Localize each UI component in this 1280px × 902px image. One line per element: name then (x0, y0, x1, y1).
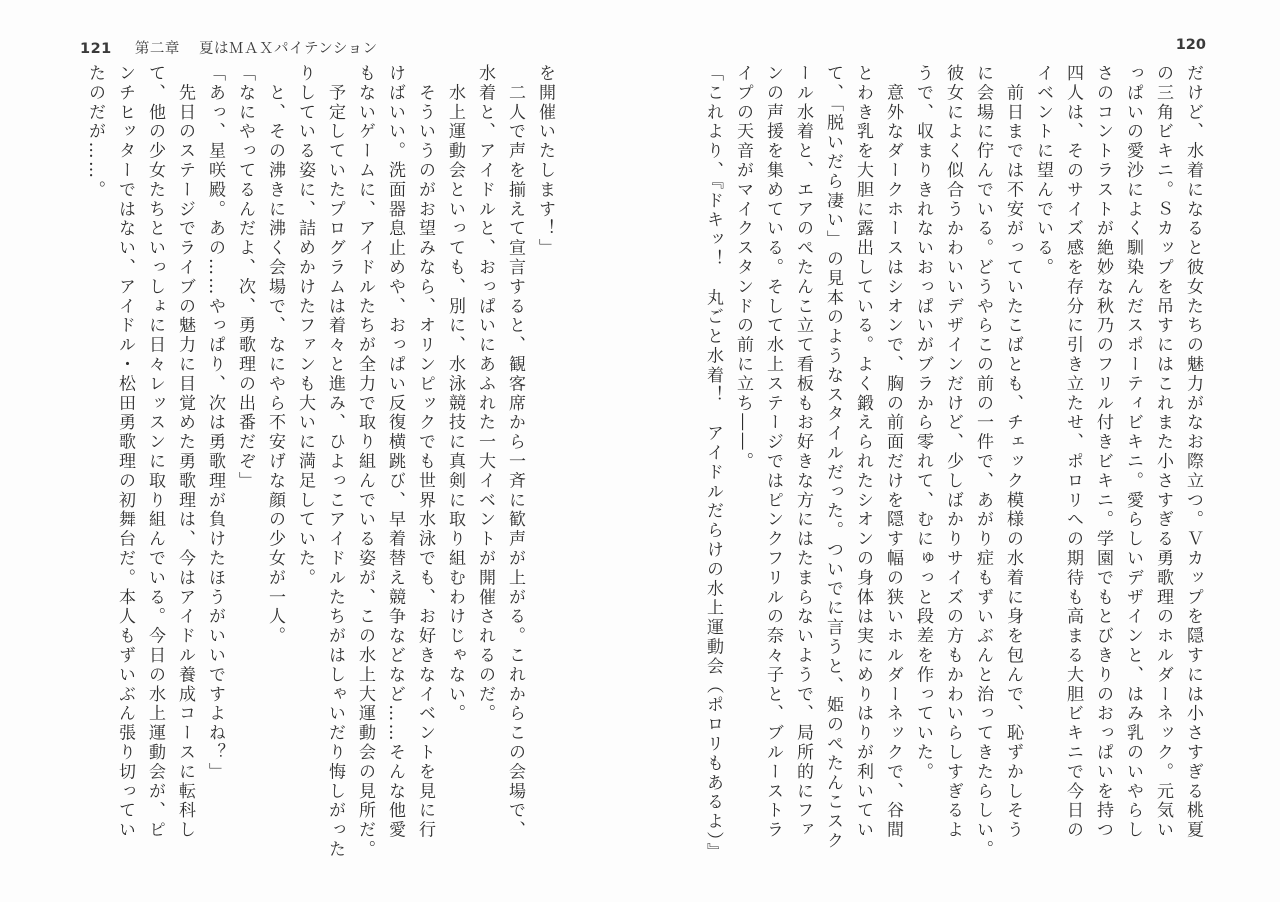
text-column: に会場に佇んでいる。どうやらこの前の一件で、あがり症もずいぶんと治ってきたらしい。 (973, 64, 993, 860)
text-column: て、他の少女たちといっしょに日々レッスンに取り組んでいる。今日の水上運動会が、ピ (145, 64, 165, 840)
text-column: の三角ビキニ。Ｓカップを吊すにはこれまた小さすぎる勇歌理のホルダーネック。元気い (1153, 64, 1173, 840)
text-column: 彼女によく似合うかわいいデザインだけど、少しばかりサイズの方もかわいらしすぎるよ (943, 64, 963, 840)
chapter-label: 第二章 (134, 41, 180, 57)
chapter-title: 夏はＭＡＸパイテンション (199, 41, 378, 57)
text-column: と、その沸きに沸く会場で、なにやら不安げな顔の少女が一人。 (265, 64, 285, 646)
page-number-120: 120 (1175, 37, 1206, 53)
text-column: ール水着と、エアのぺたんこ立て看板もお好きな方にはたまらないようで、局所的にファ (793, 64, 813, 840)
text-column: たのだが……。 (85, 64, 105, 200)
text-column: て、「脱いだら凄い」の見本のようなスタイルだった。ついでに言うと、姫のぺたんこスク (823, 64, 843, 851)
text-column: イプの天音がマイクスタンドの前に立ち――。 (733, 64, 753, 472)
page-number-121: 121 (80, 41, 112, 57)
text-column: を開催いたします！」 (535, 64, 555, 258)
text-column: 前日までは不安がっていたこばとも、チェック模様の水着に身を包んで、恥ずかしそう (1003, 64, 1023, 840)
page-120-body (696, 64, 1208, 890)
text-column: 二人で声を揃えて宣言すると、観客席から一斉に歓声が上がる。これからこの会場で、 (505, 64, 525, 840)
text-column: 「あっ、星咲殿。あの……やっぱり、次は勇歌理が負けたほうがいいですよね？」 (205, 64, 225, 782)
text-column: ンチヒッターではない、アイドル・松田勇歌理の初舞台だ。本人もずいぶん張り切ってい (115, 64, 135, 840)
text-column: 「なにやってるんだよ、次、勇歌理の出番だぞ」 (235, 64, 255, 491)
text-column: だけど、水着になると彼女たちの魅力がなお際立つ。Ｖカップを隠すには小さすぎる桃夏 (1183, 64, 1203, 840)
text-column: 水着と、アイドルと、おっぱいにあふれた一大イベントが開催されるのだ。 (475, 64, 495, 724)
text-column: 水上運動会といっても、別に、水泳競技に真剣に取り組むわけじゃない。 (445, 64, 465, 724)
text-column: イベントに望んでいる。 (1033, 64, 1053, 278)
text-column: りしている姿に、詰めかけたファンも大いに満足していた。 (295, 64, 315, 588)
text-column: 先日のステージでライブの魅力に目覚めた勇歌理は、今はアイドル養成コースに転科し (175, 64, 195, 840)
text-column: そういうのがお望みなら、オリンピックでも世界水泳でも、お好きなイベントを見に行 (415, 64, 435, 840)
text-column: 「これより、『ドキッ！ 丸ごと水着！ アイドルだらけの水上運動会（ポロリもあるよ）』 (703, 64, 723, 862)
text-column: っぱいの愛沙によく馴染んだスポーティビキニ。愛らしいデザインと、はみ乳のいやらし (1123, 64, 1143, 840)
left-page-header (80, 37, 378, 58)
text-column: もないゲームに、アイドルたちが全力で取り組んでいる姿が、この水上大運動会の見所だ。 (355, 64, 375, 860)
text-column: とわき乳を大胆に露出している。よく鍛えられたシオンの身体は実にめりはりが利いてい (853, 64, 873, 840)
text-column: うで、収まりきれないおっぱいがブラから零れて、むにゅっと段差を作っていた。 (913, 64, 933, 782)
text-column: けばいい。洗面器息止めや、おっぱい反復横跳び、早着替え競争などなど……そんな他愛 (385, 64, 405, 840)
page-121-body (76, 64, 560, 890)
text-column: 予定していたプログラムは着々と進み、ひよっこアイドルたちがはしゃいだり悔しがった (325, 64, 345, 860)
text-column: 四人は、そのサイズ感を存分に引き立たせ、ポロリへの期待も高まる大胆ビキニで今日の (1063, 64, 1083, 840)
text-column: ンの声援を集めている。そして水上ステージではピンクフリルの奈々子と、ブルーストラ (763, 64, 783, 840)
text-column: さのコントラストが絶妙な秋乃のフリル付きビキニ。学園でもとびきりのおっぱいを持つ (1093, 64, 1113, 840)
text-column: 意外なダークホースはシオンで、胸の前面だけを隠す幅の狭いホルダーネックで、谷間 (883, 64, 903, 840)
